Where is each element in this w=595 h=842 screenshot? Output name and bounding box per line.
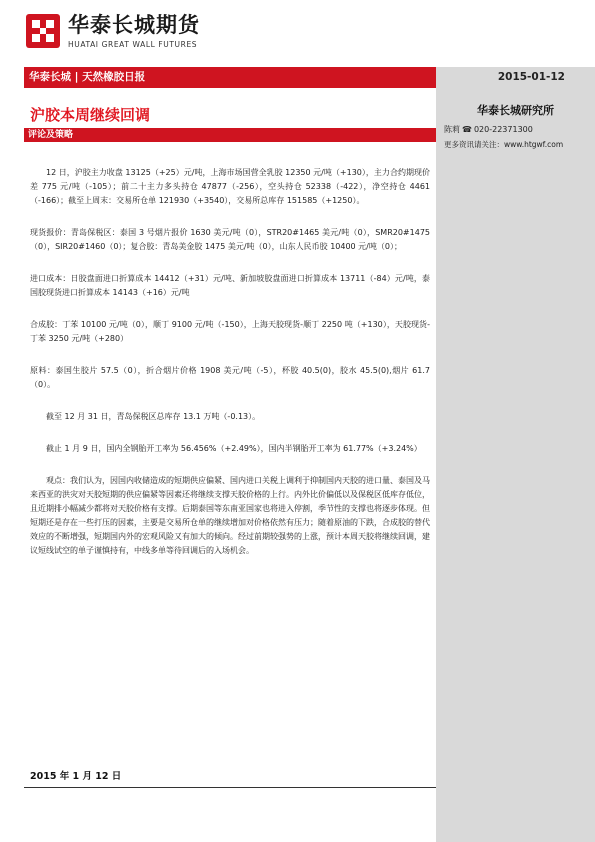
report-title-bar	[24, 67, 436, 88]
page-headline: 沪胶本周继续回调	[30, 106, 151, 124]
report-title: 华泰长城 | 天然橡胶日报	[29, 71, 146, 83]
brand-name-cn: 华泰长城期货	[68, 13, 200, 37]
report-body	[30, 166, 430, 576]
paragraph-market-close: 12 日，沪胶主力收盘 13125（+25）元/吨，上海市场国营全乳胶 12350 元/吨（+130），主力合约期现价差 775 元/吨（-105）；前二十主力多头持仓 47877（-256），空头持仓 52338（-422），净空持仓 4461（-166）；截至上周末：交易所仓单 121930（+3540），交易所总库存 151585（+1250）。	[30, 168, 430, 205]
analyst-name: 陈莉	[444, 125, 460, 134]
section-header	[24, 128, 436, 142]
footer-divider	[24, 787, 436, 788]
paragraph-import-cost: 进口成本：日胶盘面进口折算成本 14412（+31）元/吨、新加坡胶盘面进口折算成本 13711（-84）元/吨，泰国胶现货进口折算成本 14143（+16）元/吨	[30, 274, 430, 297]
institute-name: 华泰长城研究所	[477, 104, 554, 117]
website-line	[444, 140, 563, 150]
footer-date: 2015 年 1 月 12 日	[30, 771, 122, 782]
brand-name-en: HUATAI GREAT WALL FUTURES	[68, 40, 198, 49]
section-title: 评论及策略	[28, 130, 74, 140]
telephone-icon: ☎	[462, 125, 472, 134]
website-label: 更多资讯请关注：	[444, 140, 504, 149]
report-date: 2015-01-12	[497, 71, 565, 83]
analyst-phone: 020-22371300	[473, 125, 533, 134]
website-link[interactable]: www.htgwf.com	[504, 140, 564, 149]
paragraph-outlook: 观点：我们认为，因国内收储造成的短期供应偏紧、国内进口关税上调利于抑制国内天胶的进口量、泰国及马来西亚的洪灾对天胶短期的供应偏紧等因素还将继续支撑天胶价格的上行。内外比价偏低以及保税区低库存低位，且近期排小幅减少都将对天胶价格有支撑。后期泰国等东南亚国家也将进入停割，季节性的支撑也将逐步体现。但短期还是存在一些打压的因素，主要是交易所仓单的继续增加对价格依然有压力；随着原油的下跌，合成胶的替代效应的不断增强，短期国内外的宏观风险又有加大的倾向。经过前期较强势的上涨，预计本周天胶将继续回调，建议短线试空的单子谨慎持有，中线多单等待回调后的入场机会。	[30, 476, 430, 555]
paragraph-tire-operating-rate: 截止 1 月 9 日，国内全钢胎开工率为 56.456%（+2.49%），国内半钢胎开工率为 61.77%（+3.24%）	[46, 444, 422, 453]
paragraph-raw-materials: 原料：泰国生胶片 57.5（0），折合烟片价格 1908 美元/吨（-5），杯胶 40.5(0)，胶水 45.5(0),烟片 61.7（0）。	[30, 366, 430, 389]
huatai-logo-icon	[26, 14, 60, 48]
paragraph-spot-quotes: 现货报价：青岛保税区：泰国 3 号烟片报价 1630 美元/吨（0），STR20#1465 美元/吨（0），SMR20#1475（0），SIR20#1460（0）；复合胶：青岛美金胶 1475 美元/吨（0），山东人民币胶 10400 元/吨（0）；	[30, 228, 430, 251]
date-bar	[436, 67, 595, 88]
page-header	[0, 0, 595, 66]
analyst-contact	[444, 125, 533, 135]
paragraph-bonded-inventory: 截至 12 月 31 日，青岛保税区总库存 13.1 万吨（-0.13）。	[46, 412, 261, 421]
paragraph-synthetic-rubber: 合成胶：丁苯 10100 元/吨（0），顺丁 9100 元/吨（-150），上海天胶现货-顺丁 2250 吨（+130），天胶现货-丁苯 3250 元/吨（+280）	[30, 320, 430, 343]
sidebar	[436, 88, 595, 842]
